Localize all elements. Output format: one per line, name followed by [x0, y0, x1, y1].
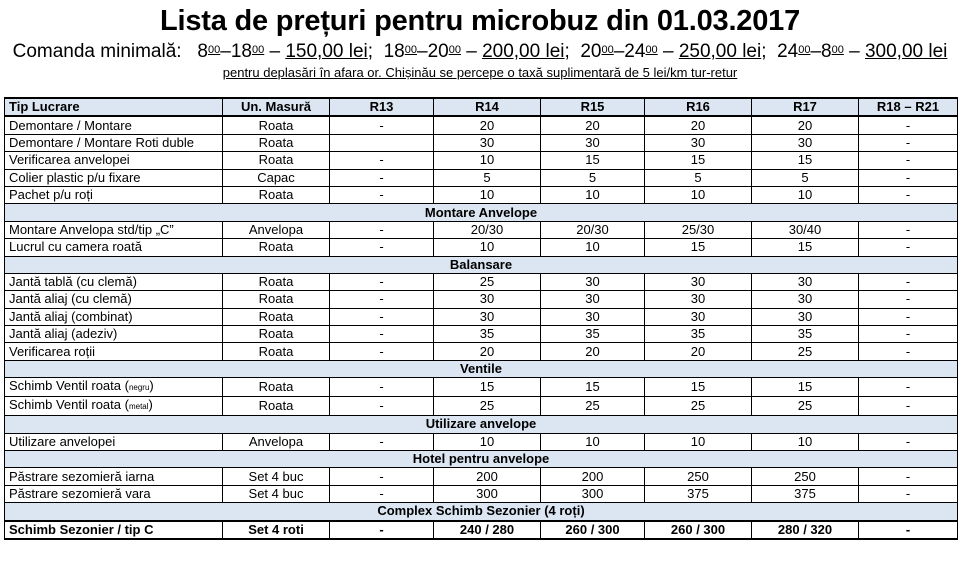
- unit-cell: Roata: [223, 152, 330, 169]
- work-type-text-end: ): [148, 397, 153, 413]
- price-cell: 35: [434, 326, 541, 343]
- unit-cell: Roata: [223, 134, 330, 151]
- price-cell: 10: [645, 433, 752, 450]
- slot-from-hour: 20: [580, 41, 602, 62]
- price-cell: 15: [434, 378, 541, 397]
- work-type-text: Schimb Ventil roata (: [9, 378, 129, 394]
- price-cell: 30: [645, 134, 752, 151]
- slot-dash: –: [220, 41, 231, 62]
- time-slot: [187, 41, 373, 62]
- header-r17: R17: [752, 98, 859, 116]
- table-row: [5, 221, 958, 238]
- table-row: [5, 273, 958, 290]
- price-cell: -: [330, 326, 434, 343]
- price-cell: -: [330, 521, 434, 539]
- price-cell: 30: [434, 308, 541, 325]
- price-cell: 260 / 300: [541, 521, 645, 539]
- price-cell: 15: [645, 152, 752, 169]
- price-cell: 10: [541, 433, 645, 450]
- price-cell: 10: [434, 186, 541, 203]
- table-row: [5, 397, 958, 416]
- price-cell: 5: [752, 169, 859, 186]
- unit-cell: Anvelopa: [223, 221, 330, 238]
- slot-end: ;: [367, 41, 374, 62]
- unit-cell: Roata: [223, 308, 330, 325]
- slot-to-hour: 18: [230, 41, 252, 62]
- price-cell: 5: [541, 169, 645, 186]
- price-table: [4, 97, 958, 540]
- price-cell: -: [330, 397, 434, 416]
- price-cell: 10: [645, 186, 752, 203]
- price-cell: 20: [645, 343, 752, 360]
- slot-end: ;: [761, 41, 767, 62]
- section-title: Utilizare anvelope: [5, 416, 958, 433]
- work-type-cell: [5, 378, 223, 397]
- price-cell: 200: [434, 468, 541, 485]
- slot-dash: –: [613, 41, 625, 62]
- work-type-cell: Verificarea anvelopei: [5, 152, 223, 169]
- page-title: Lista de prețuri pentru microbuz din 01.03.2017: [159, 5, 801, 37]
- section-row: [5, 451, 958, 468]
- slot-from-minutes: 00: [798, 44, 811, 56]
- work-type-cell: Utilizare anvelopei: [5, 433, 223, 450]
- table-row: [5, 169, 958, 186]
- section-title: Balansare: [5, 256, 958, 273]
- table-row: [5, 378, 958, 397]
- section-title: Montare Anvelope: [5, 204, 958, 221]
- surcharge-note: pentru deplasări în afara or. Chișinău se percepe o taxă suplimentară de 5 lei/km tur-retur: [222, 65, 738, 80]
- table-row: [5, 239, 958, 256]
- section-title: Ventile: [5, 360, 958, 377]
- work-type-cell: Păstrare sezomieră vara: [5, 485, 223, 502]
- work-type-cell: Lucrul cu camera roată: [5, 239, 223, 256]
- slot-to-hour: 24: [624, 41, 646, 62]
- work-type-cell: Jantă aliaj (combinat): [5, 308, 223, 325]
- slot-end: ;: [564, 41, 570, 62]
- unit-cell: Set 4 buc: [223, 485, 330, 502]
- unit-cell: Roata: [223, 116, 330, 134]
- price-cell: 10: [752, 433, 859, 450]
- price-cell: 25: [752, 397, 859, 416]
- work-type-cell: Colier plastic p/u fixare: [5, 169, 223, 186]
- minimum-order-label: Comanda minimală:: [12, 41, 182, 62]
- slot-price: 300,00 lei: [864, 41, 948, 62]
- work-type-text: Schimb Ventil roata (: [9, 397, 129, 413]
- price-cell: -: [330, 468, 434, 485]
- slot-separator: –: [843, 41, 865, 62]
- unit-cell: Set 4 roti: [223, 521, 330, 539]
- table-row: [5, 116, 958, 134]
- price-cell: 30/40: [752, 221, 859, 238]
- work-type-cell: Jantă tablă (cu clemă): [5, 273, 223, 290]
- header-r14: R14: [434, 98, 541, 116]
- header-r16: R16: [645, 98, 752, 116]
- price-cell: -: [859, 291, 958, 308]
- work-type-cell: [5, 397, 223, 416]
- price-cell: 240 / 280: [434, 521, 541, 539]
- work-type-text-end: ): [149, 378, 154, 394]
- price-cell: -: [859, 134, 958, 151]
- valve-material: metal: [128, 402, 149, 412]
- price-cell: -: [330, 186, 434, 203]
- unit-cell: Roata: [223, 239, 330, 256]
- price-cell: 20/30: [541, 221, 645, 238]
- section-row: [5, 503, 958, 521]
- table-row: [5, 343, 958, 360]
- price-cell: -: [330, 291, 434, 308]
- work-type-cell: Păstrare sezomieră iarna: [5, 468, 223, 485]
- price-cell: 30: [434, 134, 541, 151]
- price-cell: -: [330, 378, 434, 397]
- price-cell: 25/30: [645, 221, 752, 238]
- price-cell: 15: [541, 152, 645, 169]
- unit-cell: Roata: [223, 326, 330, 343]
- minimum-order-line: [0, 40, 960, 64]
- price-cell: 15: [752, 152, 859, 169]
- price-cell: -: [330, 343, 434, 360]
- unit-cell: Roata: [223, 186, 330, 203]
- price-cell: 280 / 320: [752, 521, 859, 539]
- price-cell: 30: [752, 308, 859, 325]
- table-row: [5, 291, 958, 308]
- unit-cell: Roata: [223, 291, 330, 308]
- unit-cell: Set 4 buc: [223, 468, 330, 485]
- price-cell: -: [330, 273, 434, 290]
- slot-from-minutes: 00: [601, 44, 614, 56]
- table-row: [5, 134, 958, 151]
- price-cell: 30: [541, 291, 645, 308]
- header-unit: Un. Masură: [223, 98, 330, 116]
- price-cell: 375: [645, 485, 752, 502]
- work-type-cell: Pachet p/u roți: [5, 186, 223, 203]
- price-cell: -: [859, 221, 958, 238]
- price-cell: 20: [541, 343, 645, 360]
- price-cell: 30: [645, 308, 752, 325]
- slot-to-hour: 8: [821, 41, 832, 62]
- slot-separator: –: [657, 41, 679, 62]
- price-cell: 10: [752, 186, 859, 203]
- price-cell: -: [859, 326, 958, 343]
- price-cell: 30: [645, 291, 752, 308]
- slot-from-minutes: 00: [404, 44, 417, 56]
- price-cell: 20/30: [434, 221, 541, 238]
- price-cell: -: [859, 273, 958, 290]
- table-row: [5, 326, 958, 343]
- slot-to-minutes: 00: [251, 44, 265, 56]
- price-cell: 20: [434, 116, 541, 134]
- price-cell: -: [330, 433, 434, 450]
- section-row: [5, 256, 958, 273]
- price-cell: -: [859, 308, 958, 325]
- price-cell: 200: [541, 468, 645, 485]
- slot-dash: –: [810, 41, 822, 62]
- price-cell: 30: [752, 273, 859, 290]
- price-cell: 20: [434, 343, 541, 360]
- price-cell: 10: [541, 239, 645, 256]
- unit-cell: Roata: [223, 343, 330, 360]
- section-title: Complex Schimb Sezonier (4 roți): [5, 503, 958, 521]
- price-cell: 30: [752, 291, 859, 308]
- price-cell: 30: [541, 134, 645, 151]
- price-cell: 15: [752, 378, 859, 397]
- price-cell: -: [330, 116, 434, 134]
- time-slot: [570, 41, 767, 62]
- unit-cell: Roata: [223, 378, 330, 397]
- price-cell: 5: [645, 169, 752, 186]
- price-cell: 15: [752, 239, 859, 256]
- unit-cell: Roata: [223, 273, 330, 290]
- price-cell: -: [859, 239, 958, 256]
- price-cell: 30: [645, 273, 752, 290]
- unit-cell: Capac: [223, 169, 330, 186]
- price-cell: -: [859, 521, 958, 539]
- slot-to-minutes: 00: [645, 44, 658, 56]
- slot-from-hour: 8: [197, 41, 208, 62]
- work-type-cell: Montare Anvelopa std/tip „C”: [5, 221, 223, 238]
- header-r13: R13: [330, 98, 434, 116]
- price-cell: -: [859, 186, 958, 203]
- price-cell: [330, 134, 434, 151]
- price-cell: 10: [434, 239, 541, 256]
- price-cell: -: [859, 468, 958, 485]
- table-row: [5, 485, 958, 502]
- price-cell: 20: [752, 116, 859, 134]
- header-r18-r21: R18 – R21: [859, 98, 958, 116]
- price-cell: -: [859, 397, 958, 416]
- price-cell: 10: [434, 152, 541, 169]
- slot-from-hour: 18: [383, 41, 405, 62]
- table-header-row: [5, 98, 958, 116]
- slot-price: 150,00 lei: [285, 41, 368, 62]
- price-cell: 25: [645, 397, 752, 416]
- header-tip-lucrare: Tip Lucrare: [5, 98, 223, 116]
- slot-to-hour: 20: [427, 41, 449, 62]
- unit-cell: Anvelopa: [223, 433, 330, 450]
- table-row: [5, 433, 958, 450]
- valve-material: negru: [128, 383, 150, 393]
- slot-dash: –: [416, 41, 428, 62]
- slot-price: 250,00 lei: [678, 41, 762, 62]
- price-cell: -: [859, 433, 958, 450]
- time-slot: [767, 41, 948, 62]
- slot-to-minutes: 00: [448, 44, 461, 56]
- unit-cell: Roata: [223, 397, 330, 416]
- price-cell: 15: [645, 378, 752, 397]
- price-cell: 260 / 300: [645, 521, 752, 539]
- price-cell: 250: [752, 468, 859, 485]
- table-row: [5, 152, 958, 169]
- table-row: [5, 186, 958, 203]
- price-cell: -: [859, 378, 958, 397]
- price-cell: 5: [434, 169, 541, 186]
- price-cell: 15: [645, 239, 752, 256]
- price-cell: -: [859, 169, 958, 186]
- price-cell: 25: [541, 397, 645, 416]
- work-type-cell: Jantă aliaj (adeziv): [5, 326, 223, 343]
- slot-from-minutes: 00: [208, 44, 221, 56]
- price-cell: 30: [541, 308, 645, 325]
- price-cell: 30: [541, 273, 645, 290]
- price-cell: 250: [645, 468, 752, 485]
- section-row: [5, 204, 958, 221]
- price-cell: -: [859, 116, 958, 134]
- price-cell: 300: [541, 485, 645, 502]
- price-cell: -: [859, 343, 958, 360]
- work-type-cell: Schimb Sezonier / tip C: [5, 521, 223, 539]
- price-cell: 25: [434, 273, 541, 290]
- table-row: [5, 521, 958, 539]
- slot-from-hour: 24: [777, 41, 799, 62]
- price-cell: -: [859, 485, 958, 502]
- price-cell: 35: [645, 326, 752, 343]
- price-cell: 25: [434, 397, 541, 416]
- minimum-order-slots: [187, 41, 948, 62]
- price-cell: 15: [541, 378, 645, 397]
- table-row: [5, 468, 958, 485]
- section-row: [5, 360, 958, 377]
- price-cell: -: [330, 169, 434, 186]
- slot-price: 200,00 lei: [482, 41, 565, 62]
- work-type-cell: Verificarea roții: [5, 343, 223, 360]
- work-type-cell: Jantă aliaj (cu clemă): [5, 291, 223, 308]
- price-cell: 20: [645, 116, 752, 134]
- price-cell: 300: [434, 485, 541, 502]
- time-slot: [373, 41, 570, 62]
- price-cell: -: [330, 485, 434, 502]
- section-title: Hotel pentru anvelope: [5, 451, 958, 468]
- price-cell: 30: [752, 134, 859, 151]
- price-cell: 35: [752, 326, 859, 343]
- price-cell: 10: [541, 186, 645, 203]
- price-cell: 20: [541, 116, 645, 134]
- slot-separator: –: [264, 41, 286, 62]
- table-body: [5, 116, 958, 539]
- slot-to-minutes: 00: [831, 44, 844, 56]
- price-cell: 10: [434, 433, 541, 450]
- price-cell: -: [330, 221, 434, 238]
- price-cell: 25: [752, 343, 859, 360]
- slot-separator: –: [460, 41, 483, 62]
- price-cell: -: [330, 308, 434, 325]
- work-type-cell: Demontare / Montare: [5, 116, 223, 134]
- price-cell: 30: [434, 291, 541, 308]
- price-cell: -: [859, 152, 958, 169]
- price-cell: -: [330, 239, 434, 256]
- price-cell: 35: [541, 326, 645, 343]
- price-cell: -: [330, 152, 434, 169]
- table-row: [5, 308, 958, 325]
- work-type-cell: Demontare / Montare Roti duble: [5, 134, 223, 151]
- section-row: [5, 416, 958, 433]
- header-r15: R15: [541, 98, 645, 116]
- price-cell: 375: [752, 485, 859, 502]
